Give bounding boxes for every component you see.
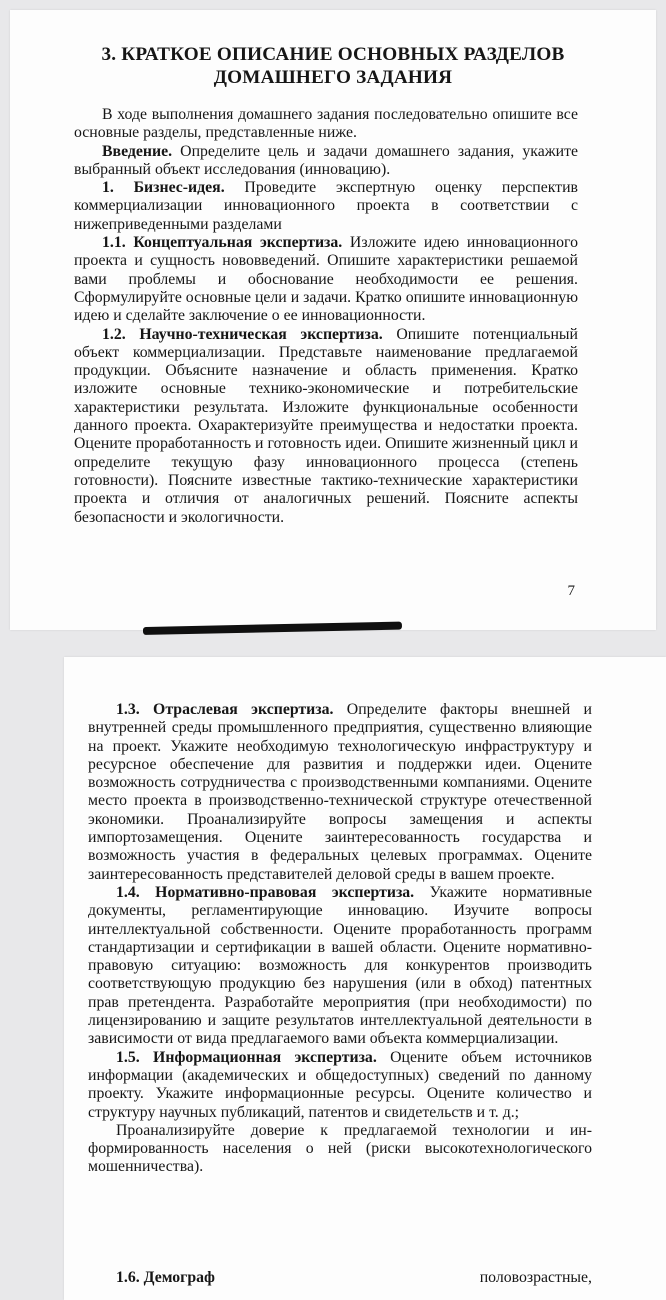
document-page-2 <box>64 657 666 1300</box>
demographic-expertise-heading: 1.6. Демограф <box>116 1269 215 1286</box>
conceptual-expertise-heading: 1.1. Концептуальная экспертиза. <box>102 234 343 252</box>
scientific-technical-expertise-heading: 1.2. Научно-техническая экспертиза. <box>102 325 383 343</box>
section-title <box>10 43 656 89</box>
industry-expertise-text: Определите факторы внешней и внутренней среды промышленного предприятия, существенно влияющие на проект. Укажите необходимую технологическую инфраструктуру и ресурсное обеспечение для развития и поддержки идеи. Оцените возможность сотрудничества с производственными компаниями. Оцените место проекта в производственно-технической структуре отечественной экономики. Проанализируйте вопросы замещения и аспекты импортозамещения. Оцените заинтересованность государства и возможность участия в федеральных целевых программах. Оцените заинтересованность представителей деловой среды в вашем проекте. <box>88 701 592 883</box>
business-idea-text: Проведите экспертную оценку перспектив коммерциализации инновационного проекта в соответствии с нижеприведенными разделами <box>74 179 578 233</box>
scientific-technical-expertise-text: Опишите потенциальный объект коммерциализации. Представьте наименование предлагаемой продукции. Объясните назначение и область применения. Кратко изложите основные технико-экономические и потребительские характеристики результата. Изложите функциональные особенности данного проекта. Охарактеризуйте преимущества и недостатки проекта. Оцените проработанность и готовность идеи. Опишите жизненный цикл и определите текущую фазу инновационного процесса (степень готовности). Поясните известные тактико-технические характеристики проекта и отличия от аналогичных решений. Поясните аспекты безопасности и экологичности. <box>74 325 578 526</box>
conceptual-expertise-paragraph <box>74 234 578 325</box>
legal-expertise-text: Укажите нормативные документы, регламентирующие инновацию. Изучите вопросы интеллектуальной собственности. Оцените проработанность программ стандартизации и сертификации в вашей области. Оцените нормативно-правовую ситуацию: возможность для конкурентов производить соответствующую продукцию без нарушения (или в обход) патентных прав претендента. Разработайте мероприятия (при необходимости) по лицензированию и защите результатов интеллектуальной деятельности в зависимости от вида предлагаемого вами объекта коммерциализации. <box>88 883 592 1048</box>
information-expertise-heading: 1.5. Информационная экспертиза. <box>116 1048 377 1066</box>
document-page-1 <box>10 10 656 630</box>
scientific-technical-expertise-paragraph <box>74 326 578 527</box>
information-expertise-paragraph-2: Проанализируйте доверие к предлагаемой технологии и информированность населения о ней (риски высокотехнологического мошенничества). <box>88 1121 592 1176</box>
section-title-line-2: ДОМАШНЕГО ЗАДАНИЯ <box>213 67 453 88</box>
legal-expertise-heading: 1.4. Нормативно-правовая экспертиза. <box>116 883 415 901</box>
introduction-paragraph <box>74 143 578 180</box>
industry-expertise-heading: 1.3. Отраслевая экспертиза. <box>116 701 334 718</box>
demographic-expertise-tail: половозрастные, <box>479 1269 592 1286</box>
demographic-expertise-line <box>88 1269 592 1287</box>
section-title-line-1: 3. КРАТКОЕ ОПИСАНИЕ ОСНОВНЫХ РАЗДЕЛОВ <box>101 44 565 65</box>
information-expertise-paragraph <box>88 1049 592 1122</box>
page-number: 7 <box>567 583 575 599</box>
page-2-body <box>88 701 592 1177</box>
industry-expertise-paragraph <box>88 701 592 884</box>
introduction-text: Определите цель и задачи домашнего задания, укажите выбранный объект исследования (инновацию). <box>74 142 578 178</box>
page-1-body <box>74 106 578 527</box>
business-idea-paragraph <box>74 179 578 234</box>
legal-expertise-paragraph <box>88 884 592 1049</box>
conceptual-expertise-text: Изложите идею инновационного проекта и сущность нововведений. Опишите характеристики решаемой вами проблемы и обоснование необходимости ее решения. Сформулируйте основные цели и задачи. Кратко опишите инновационную идею и сделайте заключение о ее инновационности. <box>74 234 578 325</box>
business-idea-heading: 1. Бизнес-идея. <box>102 179 225 197</box>
introduction-heading: Введение. <box>102 142 173 160</box>
information-expertise-text: Оцените объем источников информации (академических и общедоступных) сведений по данному проекту. Укажите информационные ресурсы. Оцените количество и структуру научных публикаций, патентов и свидетельств и т. д.; <box>88 1048 593 1121</box>
intro-paragraph: В ходе выполнения домашнего задания последовательно опишите все основные разделы, представленные ниже. <box>74 106 578 142</box>
